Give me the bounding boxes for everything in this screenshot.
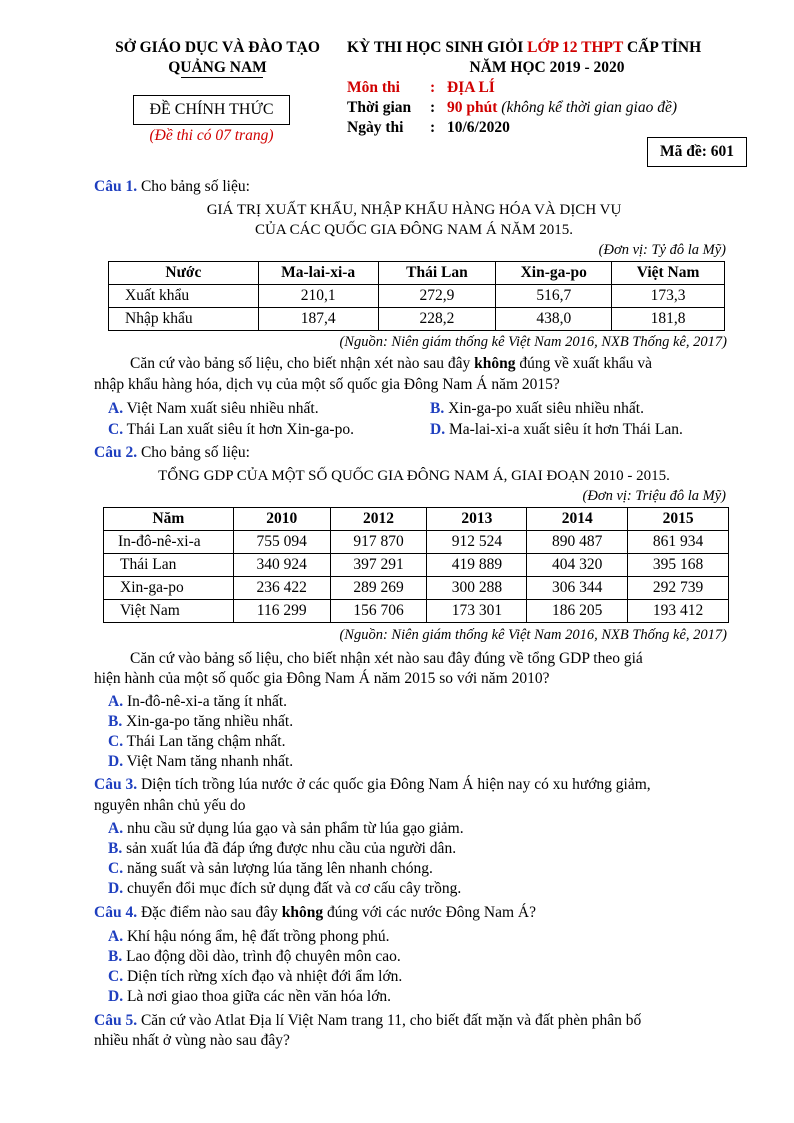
- time-note: (không kể thời gian giao đề): [501, 99, 677, 116]
- table-cell: 438,0: [496, 308, 612, 331]
- option-key: D.: [108, 988, 124, 1005]
- table-cell: 173,3: [612, 285, 725, 308]
- table-cell: 228,2: [378, 308, 496, 331]
- table-cell: 210,1: [258, 285, 378, 308]
- q2-option-a[interactable]: [108, 692, 708, 712]
- option-key: B.: [108, 713, 123, 730]
- table-header-row: [109, 262, 725, 285]
- q2-stem-line1-text: Căn cứ vào bảng số liệu, cho biết nhận xét nào sau đây đúng về tổng GDP theo giá: [130, 650, 643, 667]
- table-cell: 292 739: [628, 577, 729, 600]
- q2-label: Câu 2.: [94, 444, 138, 461]
- option-text: Thái Lan tăng chậm nhất.: [123, 733, 286, 750]
- q1-source: (Nguồn: Niên giám thống kê Việt Nam 2016, NXB Thống kê, 2017): [339, 334, 727, 350]
- option-key: C.: [108, 968, 124, 985]
- table-header-cell: 2012: [330, 508, 427, 531]
- q4-stem-b: không: [281, 904, 324, 921]
- table-cell: 395 168: [628, 554, 729, 577]
- table-cell: 116 299: [233, 600, 330, 623]
- table-cell: 917 870: [330, 531, 427, 554]
- q2-option-d[interactable]: [108, 752, 708, 772]
- q3-option-b[interactable]: [108, 839, 728, 859]
- option-text: Xin-ga-po tăng nhiều nhất.: [122, 713, 294, 730]
- q2-unit: (Đơn vị: Triệu đô la Mỹ): [582, 488, 726, 504]
- table-cell: 156 706: [330, 600, 427, 623]
- option-text: Xin-ga-po xuất siêu nhiều nhất.: [444, 400, 644, 417]
- q3-stem-line1: [94, 775, 734, 795]
- option-key: A.: [108, 928, 124, 945]
- q2-option-c[interactable]: [108, 732, 708, 752]
- q3-stem-line2: nguyên nhân chủ yếu do: [94, 797, 246, 814]
- option-key: D.: [108, 880, 124, 897]
- time-value: 90 phút: [447, 99, 498, 116]
- table-header-cell: Năm: [104, 508, 234, 531]
- table-cell: 186 205: [527, 600, 628, 623]
- option-key: A.: [108, 693, 124, 710]
- q3-option-d[interactable]: [108, 879, 728, 899]
- q1-table-title1: GIÁ TRỊ XUẤT KHẨU, NHẬP KHẨU HÀNG HÓA VÀ DỊCH VỤ: [206, 202, 622, 218]
- q1-option-a[interactable]: [108, 399, 418, 419]
- option-key: B.: [108, 840, 123, 857]
- table-header-cell: Nước: [109, 262, 259, 285]
- option-key: B.: [108, 948, 123, 965]
- q2-intro-text: Cho bảng số liệu:: [137, 444, 250, 461]
- q1-table-title2: CỦA CÁC QUỐC GIA ĐÔNG NAM Á NĂM 2015.: [255, 222, 573, 238]
- q1-table: [108, 261, 725, 331]
- pages-note: (Đề thi có 07 trang): [149, 127, 274, 144]
- table-row: [109, 308, 725, 331]
- time-label: Thời gian: [347, 99, 412, 116]
- table-cell: 404 320: [527, 554, 628, 577]
- exam-code-box: Mã đề: 601: [647, 137, 747, 167]
- table-cell: 236 422: [233, 577, 330, 600]
- option-text: Diện tích rừng xích đạo và nhiệt đới ẩm lớn.: [123, 968, 403, 985]
- table-row: [104, 577, 729, 600]
- option-key: B.: [430, 400, 445, 417]
- option-text: Thái Lan xuất siêu ít hơn Xin-ga-po.: [123, 421, 354, 438]
- q3-stem-text: Diện tích trồng lúa nước ở các quốc gia Đông Nam Á hiện nay có xu hướng giảm,: [137, 776, 651, 793]
- q4-stem-c: đúng với các nước Đông Nam Á?: [323, 904, 536, 921]
- table-cell: 272,9: [378, 285, 496, 308]
- exam-title-a: KỲ THI HỌC SINH GIỎI: [347, 39, 528, 56]
- table-cell: 289 269: [330, 577, 427, 600]
- option-text: chuyển đổi mục đích sử dụng đất và cơ cấu cây trồng.: [123, 880, 462, 897]
- exam-title: [347, 38, 747, 58]
- q5-stem-line1: [94, 1011, 734, 1031]
- table-cell: 516,7: [496, 285, 612, 308]
- table-cell: 912 524: [427, 531, 527, 554]
- table-cell: Thái Lan: [104, 554, 234, 577]
- q2-table-title: TỔNG GDP CỦA MỘT SỐ QUỐC GIA ĐÔNG NAM Á, GIAI ĐOẠN 2010 - 2015.: [158, 468, 670, 484]
- table-cell: Việt Nam: [104, 600, 234, 623]
- q2-intro: [94, 443, 734, 463]
- table-cell: 181,8: [612, 308, 725, 331]
- colon: :: [430, 99, 436, 116]
- header-underline: [181, 77, 263, 78]
- q1-stem-a: Căn cứ vào bảng số liệu, cho biết nhận xét nào sau đây: [130, 355, 475, 372]
- q4-option-c[interactable]: [108, 967, 728, 987]
- table-header-row: [104, 508, 729, 531]
- q4-option-a[interactable]: [108, 927, 728, 947]
- table-cell: 306 344: [527, 577, 628, 600]
- q1-option-d[interactable]: [430, 420, 740, 440]
- school-year: NĂM HỌC 2019 - 2020: [469, 59, 625, 76]
- date-row: [347, 118, 767, 138]
- option-text: Việt Nam xuất siêu nhiều nhất.: [123, 400, 319, 417]
- table-header-cell: Thái Lan: [378, 262, 496, 285]
- option-text: Ma-lai-xi-a xuất siêu ít hơn Thái Lan.: [445, 421, 683, 438]
- q1-intro: [94, 177, 734, 197]
- q2-stem-line2: hiện hành của một số quốc gia Đông Nam Á năm 2015 so với năm 2010?: [94, 670, 550, 687]
- table-header-cell: 2014: [527, 508, 628, 531]
- table-header-cell: Việt Nam: [612, 262, 725, 285]
- table-cell: In-đô-nê-xi-a: [104, 531, 234, 554]
- option-key: C.: [108, 421, 124, 438]
- table-cell: 193 412: [628, 600, 729, 623]
- option-text: Lao động dồi dào, trình độ chuyên môn cao.: [122, 948, 401, 965]
- q4-stem: [94, 903, 734, 923]
- table-header-cell: Xin-ga-po: [496, 262, 612, 285]
- department-line1: SỞ GIÁO DỤC VÀ ĐÀO TẠO: [115, 39, 320, 56]
- q3-label: Câu 3.: [94, 776, 138, 793]
- department-name: [100, 38, 335, 78]
- q1-stem-c: đúng về xuất khẩu và: [515, 355, 652, 372]
- table-cell: 340 924: [233, 554, 330, 577]
- q5-stem-line2: nhiều nhất ở vùng nào sau đây?: [94, 1032, 290, 1049]
- subject-row: [347, 78, 767, 98]
- date-label: Ngày thi: [347, 119, 404, 136]
- q1-option-c[interactable]: [108, 420, 418, 440]
- table-cell: 861 934: [628, 531, 729, 554]
- table-cell: 419 889: [427, 554, 527, 577]
- option-text: Khí hậu nóng ẩm, hệ đất trồng phong phú.: [123, 928, 390, 945]
- option-key: C.: [108, 733, 124, 750]
- table-header-cell: Ma-lai-xi-a: [258, 262, 378, 285]
- q2-stem-line1: [94, 649, 734, 669]
- q2-option-b[interactable]: [108, 712, 708, 732]
- table-header-cell: 2010: [233, 508, 330, 531]
- option-key: D.: [108, 753, 124, 770]
- table-cell: 755 094: [233, 531, 330, 554]
- table-cell: Xin-ga-po: [104, 577, 234, 600]
- table-cell: 397 291: [330, 554, 427, 577]
- subject-label: Môn thi: [347, 79, 400, 96]
- table-cell: 890 487: [527, 531, 628, 554]
- table-row: [109, 285, 725, 308]
- option-key: A.: [108, 400, 124, 417]
- department-line2: QUẢNG NAM: [168, 59, 267, 76]
- table-row: [104, 554, 729, 577]
- q1-stem-b: không: [474, 355, 516, 372]
- q5-stem-text: Căn cứ vào Atlat Địa lí Việt Nam trang 11, cho biết đất mặn và đất phèn phân bố: [137, 1012, 642, 1029]
- q1-intro-text: Cho bảng số liệu:: [137, 178, 250, 195]
- table-row: [104, 600, 729, 623]
- option-text: In-đô-nê-xi-a tăng ít nhất.: [123, 693, 288, 710]
- table-cell: 187,4: [258, 308, 378, 331]
- q1-stem-line2: nhập khẩu hàng hóa, dịch vụ của một số quốc gia Đông Nam Á năm 2015?: [94, 376, 560, 393]
- table-header-cell: 2015: [628, 508, 729, 531]
- q1-option-b[interactable]: [430, 399, 740, 419]
- table-header-cell: 2013: [427, 508, 527, 531]
- q3-option-a[interactable]: [108, 819, 728, 839]
- table-cell: Xuất khẩu: [109, 285, 259, 308]
- option-text: năng suất và sản lượng lúa tăng lên nhanh chóng.: [123, 860, 433, 877]
- exam-title-c: CẤP TỈNH: [623, 39, 702, 56]
- option-text: sản xuất lúa đã đáp ứng được nhu cầu của người dân.: [122, 840, 457, 857]
- table-row: [104, 531, 729, 554]
- date-value: 10/6/2020: [447, 119, 510, 136]
- q3-option-c[interactable]: [108, 859, 728, 879]
- option-key: D.: [430, 421, 446, 438]
- option-key: C.: [108, 860, 124, 877]
- table-cell: 173 301: [427, 600, 527, 623]
- colon: :: [430, 79, 436, 96]
- option-text: nhu cầu sử dụng lúa gạo và sản phẩm từ lúa gạo giảm.: [123, 820, 464, 837]
- q4-option-b[interactable]: [108, 947, 728, 967]
- table-cell: Nhập khẩu: [109, 308, 259, 331]
- colon: :: [430, 119, 436, 136]
- q4-option-d[interactable]: [108, 987, 728, 1007]
- q2-source: (Nguồn: Niên giám thống kê Việt Nam 2016, NXB Thống kê, 2017): [339, 627, 727, 643]
- q1-label: Câu 1.: [94, 178, 138, 195]
- table-cell: 300 288: [427, 577, 527, 600]
- option-text: Là nơi giao thoa giữa các nền văn hóa lớn.: [123, 988, 392, 1005]
- q4-label: Câu 4.: [94, 904, 138, 921]
- option-key: A.: [108, 820, 124, 837]
- q5-label: Câu 5.: [94, 1012, 138, 1029]
- q1-stem-line1: [94, 354, 734, 374]
- q4-stem-a: Đặc điểm nào sau đây: [137, 904, 282, 921]
- option-text: Việt Nam tăng nhanh nhất.: [123, 753, 294, 770]
- official-exam-box: ĐỀ CHÍNH THỨC: [133, 95, 290, 125]
- q2-table: [103, 507, 729, 623]
- q1-unit: (Đơn vị: Tỷ đô la Mỹ): [598, 242, 726, 258]
- time-row: [347, 98, 767, 118]
- subject-value: ĐỊA LÍ: [447, 79, 495, 96]
- exam-title-grade: LỚP 12 THPT: [527, 39, 624, 56]
